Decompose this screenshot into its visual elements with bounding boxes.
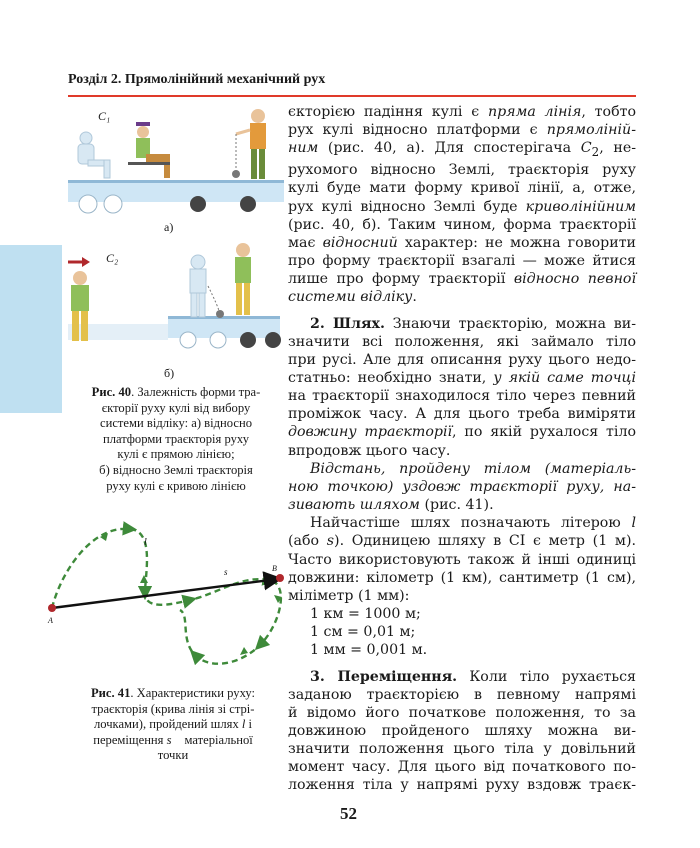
text-line: довжину траєкторії, по якій рухалося тіло — [288, 424, 636, 441]
ghost-observer-icon — [78, 132, 110, 178]
text-line: впродовж цього часу. — [288, 442, 451, 459]
text-line: лише про форму траєкторії відносно певної — [288, 271, 636, 288]
text-line: рухомого відносно Землі, траєкторія руху — [288, 162, 636, 179]
text-line: при русі. Але для описання руху цього недо- — [288, 351, 636, 368]
text-line: довжиною пройденого шляху можна ви- — [288, 722, 636, 739]
point-a-marker — [48, 604, 56, 612]
displacement-s-label: s⃗ — [224, 567, 235, 577]
text-line: єкторією падіння кулі є пряма лінія, тобто — [288, 104, 637, 120]
figure-40a-illustration — [68, 100, 284, 218]
standing-boy-icon — [235, 243, 251, 315]
displacement-vector — [52, 579, 278, 608]
text-line: момент часу. Для цього від початкового по- — [288, 759, 636, 776]
wheel-icon — [79, 195, 97, 213]
point-b-marker — [276, 574, 284, 582]
text-line: має відносний характер: не можна говорити — [288, 234, 636, 251]
text-line: 3. Переміщення. Коли тіло рухається — [310, 668, 636, 685]
observer-c1-label: C₁ — [98, 109, 111, 123]
text-line: (або s). Одиницею шляху в СІ є метр (1 м). — [288, 533, 636, 550]
text-line: заданою траєкторією в певному напрямі — [288, 686, 636, 703]
definition-line: ною точкою) уздовж траєкторії руху, на- — [288, 478, 636, 495]
side-tab — [0, 245, 62, 413]
figure-40-caption: Рис. 40. Залежність форми тра- єкторії руху кулі від вибору системи відліку: а) відносно платформи траєкторія руху кулі є прямою лінією; б) відносно Землі траєкторія руху кулі є кривою лінією — [91, 385, 261, 493]
text-line: 2. Шлях. Знаючи траєкторію, можна ви- — [310, 315, 636, 332]
text-line: міліметр (1 мм): — [288, 587, 410, 604]
observer-c2-label: C₂ — [106, 251, 119, 265]
text-line: кулі буде мати форму кривої лінії, а, отже, — [288, 180, 636, 197]
text-line: ложення тіла у напрямі руху вздовж траєк- — [288, 777, 636, 794]
text-line: про форму траєкторії взагалі — може йтися — [288, 253, 636, 270]
definition-line: зивають шляхом (рис. 41). — [288, 497, 494, 514]
wheel-icon — [104, 195, 122, 213]
page-number: 52 — [340, 804, 357, 823]
text-line: (рис. 40, б). Таким чином, форма траєкторії — [288, 216, 636, 233]
section-header: Розділ 2. Прямолінійний механічний рух — [68, 72, 326, 87]
text-line: значити всі положення, які займало тіло — [288, 333, 636, 350]
seated-observer-icon — [128, 122, 170, 178]
standing-boy-icon — [236, 109, 266, 179]
text-line: ним (рис. 40, а). Для спостерігача $C_2$, не- — [288, 140, 637, 160]
text-line: рух кулі відносно Землі буде криволінійним — [288, 198, 636, 215]
text-line: Часто використовують також й інші одиниці — [288, 551, 636, 568]
figure-40a-label: а) — [164, 220, 174, 234]
point-b-label: B — [272, 564, 277, 573]
text-line: довжини: кілометр (1 км), сантиметр (1 см), — [288, 569, 636, 586]
text-line: статньо: необхідно знати, у якій саме точці — [288, 370, 636, 387]
text-line: системи відліку. — [288, 289, 417, 306]
text-line: й відомо його початкове положення, то за — [288, 704, 636, 721]
point-a-label: A — [48, 616, 53, 625]
wheel-icon — [190, 196, 206, 212]
figure-40b-label: б) — [164, 366, 175, 380]
text-line: Найчастіше шлях позначають літерою l — [310, 515, 636, 532]
text-line: на траєкторії знаходилося тіло через певний — [288, 388, 636, 405]
text-line: значити положення цього тіла у довільний — [288, 741, 636, 758]
formula-line: 1 мм = 0,001 м. — [310, 642, 428, 659]
formula-line: 1 км = 1000 м; — [310, 606, 421, 623]
figure-40b-illustration — [68, 240, 284, 356]
figure-41-caption: Рис. 41. Характеристики руху: траєкторія (крива лінія зі стрі- лочками), пройдений шлях l і переміщення s⃗ матеріальної точки — [90, 686, 256, 763]
trajectory-curve — [52, 529, 281, 664]
path-l-label: l — [144, 537, 147, 548]
text-line: проміжок часу. А для цього треба виміряти — [288, 406, 636, 423]
wheel-icon — [240, 196, 256, 212]
header-rule — [68, 95, 636, 97]
figure-41-diagram — [40, 515, 290, 675]
text-line: рух кулі відносно платформи є прямолінiй- — [288, 122, 636, 139]
main-text-column — [288, 103, 636, 795]
definition-line: Відстань, пройдену тілом (матеріаль- — [310, 460, 636, 477]
formula-line: 1 см = 0,01 м; — [310, 624, 416, 641]
ball-icon — [232, 170, 240, 178]
